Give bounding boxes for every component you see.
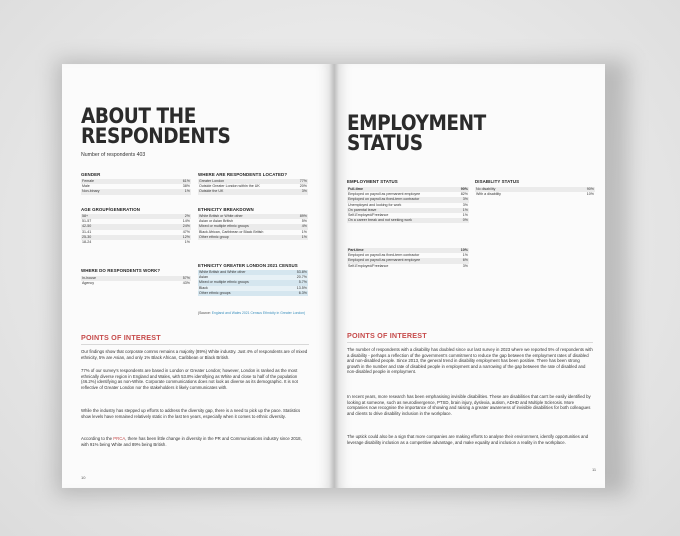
- table-row: Other ethnic group 1%: [199, 234, 307, 239]
- points-of-interest-heading: POINTS OF INTEREST: [81, 333, 161, 342]
- table-row: Outside the UK 3%: [199, 189, 307, 194]
- table-row: On a career break and not seeking work 0%: [348, 218, 468, 223]
- table-row: Unemployed and looking for work 3%: [348, 202, 468, 207]
- table-row: 18-24 1%: [82, 240, 190, 245]
- page-number: 10: [81, 475, 86, 480]
- table-row: Asian or Asian British 5%: [199, 219, 307, 224]
- age-heading: AGE GROUP/GENERATION: [81, 207, 141, 212]
- right-page-title: [347, 113, 486, 153]
- right-paragraph-1: The number of respondents with a disability has doubled since our last survey in 2023 where we reported 5% of respondents with a disability - perhaps a reflection of the government's commitment to reduce the gap between the employment rates of disabled and non-disabled people. Since 2013, the general trend in disability employment has been positive. There has been strong growth in the number and rate of disabled people in employment and a narrowing of the gap between the rate of disabled and non-disabled people in employment.: [347, 347, 593, 375]
- census-source-link[interactable]: England and Wales 2021 Census Ethnicity in Greater London): [211, 311, 306, 315]
- table-row: Employed on payroll as permanent employee 82%: [348, 192, 468, 197]
- table-row: Mixed or multiple ethnic groups 5.7%: [199, 280, 307, 285]
- table-row: Outside Greater London within the UK 20%: [199, 184, 307, 189]
- right-paragraph-3: The uptick could also be a sign that more companies are making efforts to analyse their environment, identify opportunities and leverage disability inclusion as a competitive advantage, and make equality and inclusion a reality in the workplace.: [347, 434, 589, 445]
- employment-heading: EMPLOYMENT STATUS: [347, 179, 398, 184]
- table-row: Female 61%: [82, 179, 190, 183]
- table-row: Mixed or multiple ethnic groups 4%: [199, 224, 307, 229]
- census-table: [198, 270, 308, 296]
- table-row: Male 38%: [82, 184, 190, 189]
- located-heading: WHERE ARE RESPONDENTS LOCATED?: [198, 172, 288, 177]
- ethnicity-table: [198, 214, 308, 240]
- points-of-interest-heading: POINTS OF INTEREST: [347, 331, 427, 340]
- table-row: 42-50 24%: [82, 224, 190, 229]
- part-time-table: [347, 248, 469, 269]
- table-row: With a disability 10%: [476, 192, 594, 197]
- title-line-2: RESPONDENTS: [81, 124, 231, 148]
- located-table: [198, 179, 308, 195]
- table-row: Asian 20.7%: [199, 275, 307, 280]
- book-fold: [329, 64, 339, 488]
- table-row: White British or White other 89%: [199, 214, 307, 218]
- table-row: Full-time 90%: [348, 187, 468, 191]
- table-row: 31-41 47%: [82, 229, 190, 234]
- table-row: 51-57 14%: [82, 219, 190, 224]
- table-row: Non-binary 1%: [82, 189, 190, 194]
- work-heading: WHERE DO RESPONDENTS WORK?: [81, 268, 161, 273]
- table-row: Employed on payroll as fixed-term contractor 1%: [348, 253, 468, 258]
- table-row: Employed on payroll as fixed-term contractor 3%: [348, 197, 468, 202]
- table-row: Black 13.5%: [199, 285, 307, 290]
- census-source: (Source: England and Wales 2021 Census Ethnicity in Greater London): [198, 311, 306, 315]
- work-table: [81, 276, 191, 286]
- ethnicity-heading: ETHNICITY BREAKDOWN: [198, 207, 254, 212]
- age-table: [81, 214, 191, 245]
- title-line-1: EMPLOYMENT: [347, 111, 486, 135]
- table-row: Black African, Caribbean or Black British 1%: [199, 229, 307, 234]
- gender-heading: GENDER: [81, 172, 101, 177]
- divider: [347, 342, 593, 343]
- employment-table: [347, 187, 469, 223]
- title-line-1: ABOUT THE: [81, 104, 196, 128]
- table-row: Self-Employed/Freelance 1%: [348, 213, 468, 218]
- respondent-count: Number of respondents 403: [81, 152, 146, 158]
- table-row: 58+ 2%: [82, 214, 190, 218]
- table-row: Part-time 10%: [348, 248, 468, 252]
- table-row: In-house 57%: [82, 276, 190, 280]
- table-row: 25-30 12%: [82, 234, 190, 239]
- left-page-title: [81, 106, 230, 146]
- right-paragraph-2: In recent years, more research has been emphasising invisible disabilities. These are disabilities that can't be easily identified by looking at someone, such as neurodivergence, PTSD, brain injury, dyslexia, autism, ADHD and Multiple Sclerosis. More companies now recognise the importance of showing and raising a greater awareness of invisible disabilities for both colleagues and clients to drive disability inclusion in the workplace.: [347, 394, 591, 416]
- right-page: [334, 64, 605, 488]
- table-row: Other ethnic groups 6.3%: [199, 290, 307, 295]
- table-row: No disability 90%: [476, 187, 594, 191]
- page-number: 11: [592, 467, 597, 472]
- left-paragraph-3: While the industry has stepped up efforts to address the diversity gap, there is a need to pick up the pace. Statistics show levels have remained relatively static in the last ten years, especially when it comes to ethnic diversity.: [81, 408, 301, 419]
- disability-heading: DISABILITY STATUS: [475, 179, 520, 184]
- disability-table: [475, 187, 595, 197]
- left-page: [62, 64, 334, 488]
- left-paragraph-4: According to the PRCA, there has been little change in diversity in the PR and Communications industry since 2018, with 91% being White and 89% being British.: [81, 436, 302, 447]
- table-row: Agency 43%: [82, 281, 190, 286]
- table-row: Greater London 77%: [199, 179, 307, 183]
- prca-link[interactable]: PRCA: [113, 436, 126, 441]
- table-row: Self-Employed/Freelance 3%: [348, 263, 468, 268]
- table-row: On parental leave 1%: [348, 207, 468, 212]
- title-line-2: STATUS: [347, 131, 423, 155]
- census-heading: ETHNICITY GREATER LONDON 2021 CENSUS: [198, 263, 298, 268]
- table-row: White British and White other 53.8%: [199, 270, 307, 274]
- table-row: Employed on payroll as permanent employee 6%: [348, 258, 468, 263]
- divider: [81, 344, 309, 345]
- left-paragraph-2: 77% of our survey's respondents are based in London or Greater London; however, London is ranked as the most ethnically diverse region in England and Wales, with 53.8% identifying as White and close to half of the population (46.2%) identifying as non-White. Corporate communications does not look as diverse as its demographic. It is not reflective of Greater London nor the stakeholders it likely communicates with.: [81, 368, 298, 390]
- left-paragraph-1: Our findings show that corporate comms remains a majority (89%) White industry. Just 4% of respondents are of mixed ethnicity, 5% are Asian, and only 1% Black African, Caribbean or Black British.: [81, 349, 308, 360]
- gender-table: [81, 179, 191, 195]
